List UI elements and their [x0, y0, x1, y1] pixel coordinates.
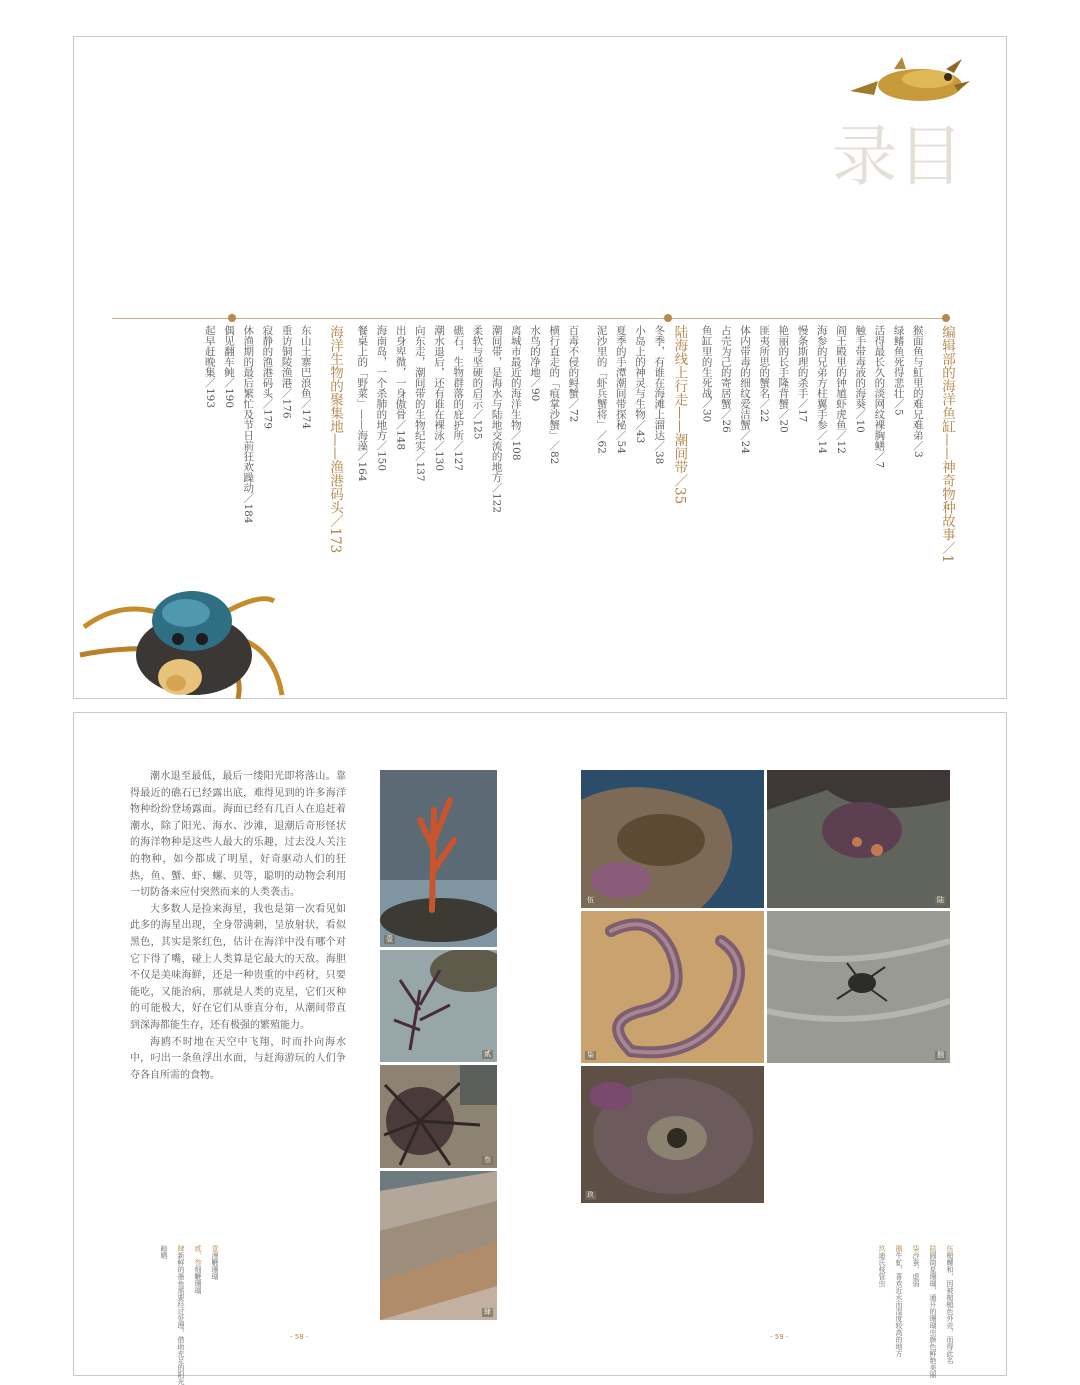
toc-entry: 鱼缸里的生死战／30 — [700, 325, 713, 423]
toc-entry: 海参的兄弟方柱翼手参／14 — [815, 325, 828, 454]
toc-entry: 冬季，有谁在海滩上溜达／38 — [653, 325, 666, 465]
toc-section-heading: 编辑部的海洋鱼缸——神奇物种故事／1 — [939, 325, 955, 564]
photo-feather-coral — [380, 1065, 497, 1168]
page-number-left: - 58 - — [290, 1333, 309, 1341]
toc-entry: 起早赶晚集／193 — [203, 325, 216, 409]
caption-text: 细鞭珊瑚 — [194, 1266, 202, 1294]
toc-entry: 猴面鱼与魟里的难兄难弟／3 — [911, 325, 924, 458]
photo-star-coral — [767, 770, 950, 908]
toc-entry: 休渔期的最后繁忙及节日前狂欢躁动／184 — [242, 325, 255, 524]
caption-number: 壹 — [211, 1245, 219, 1252]
toc-entry: 占壳为己的寄居蟹／26 — [719, 325, 732, 433]
photo-tag: 玖 — [587, 1191, 594, 1199]
boxfish-illustration — [850, 55, 970, 111]
article-paragraph: 大多数人是捡来海星，我也是第一次看见如此多的海星出现，全身带满刺，呈放射状，看似黑色，其实是浆红色，估计在海洋中没有哪个对它下得了嘴，碰上人类算是它最大的天敌。海胆不仅是美味海鲜，还是一种贵重的中药材，只要能吃，又能治病，那就是人类的克星，它们灭种的可能极大，好在它们从垂直分布，从潮间带直到深海都能生存，还有极强的繁殖能力。 — [130, 903, 346, 1031]
photo-caption — [910, 1245, 921, 1287]
photo-caption — [158, 1245, 169, 1259]
photo-tag: 肆 — [484, 1308, 491, 1316]
photo-tag: 陆 — [937, 896, 944, 904]
toc-entry: 离城市最近的海洋生物／108 — [509, 325, 522, 461]
caption-number: 伍 — [946, 1245, 954, 1252]
photo-caption — [927, 1245, 938, 1378]
toc-rule — [112, 318, 948, 319]
article-spread — [73, 712, 1007, 1385]
photo-tag: 壹 — [386, 935, 393, 943]
toc-entry: 艳丽的长手隆背蟹／20 — [777, 325, 790, 433]
toc-entry: 匪夷所思的蟹名／22 — [758, 325, 771, 423]
toc-section-heading: 陆海线上行走——潮间带／35 — [671, 325, 688, 505]
toc-section-heading: 海洋生物的聚集地——渔港码头／173 — [327, 325, 343, 554]
article-paragraph: 海鸥不时地在天空中飞翔，时而扑向海水中，叼出一条鱼浮出水面，与赶海游玩的人们争夺各自所需的食物。 — [130, 1036, 346, 1081]
caption-number: 贰、叁 — [194, 1245, 202, 1266]
toc-entry: 餐桌上的「野菜」——海藻／164 — [356, 325, 369, 482]
toc-entry: 阎王殿里的钟馗虾虎鱼／12 — [835, 325, 847, 454]
photo-snails-rock — [581, 770, 764, 908]
caption-number: 玖 — [878, 1245, 886, 1252]
caption-text: 迪氏枝管虫 — [878, 1252, 886, 1287]
photo-red-coral — [380, 770, 497, 947]
toc-title-char-1: 目 — [886, 121, 963, 187]
photo-caption — [876, 1245, 887, 1287]
photo-caption — [192, 1245, 203, 1294]
toc-entry: 活得最长久的淡网纹裸胸鳝／7 — [873, 325, 886, 469]
toc-entry: 横行直走的「痕掌沙蟹」／82 — [548, 325, 561, 465]
photo-tag: 贰 — [484, 1050, 491, 1058]
toc-entry: 潮水退后，还有谁在裸泳／130 — [433, 325, 445, 472]
toc-entry: 礁石，生物群落的庇护所／127 — [452, 325, 465, 472]
photo-tag: 捌 — [937, 1051, 944, 1059]
caption-number: 捌 — [895, 1245, 903, 1252]
caption-text: 漫鞭珊瑚 — [211, 1252, 219, 1280]
toc-entry: 重访铜陵渔港／176 — [280, 325, 293, 419]
toc-entry: 偶见翻车鲀／190 — [223, 325, 235, 409]
photo-caption — [175, 1245, 186, 1385]
article-body — [130, 769, 346, 1084]
toc-entry: 触手带毒液的海葵／10 — [854, 325, 867, 433]
caption-text: 圆筒星珊瑚，通开的珊瑚虫颜色鲜艳美丽 — [929, 1252, 937, 1378]
photo-drying-squid — [380, 1171, 497, 1320]
photo-insect-mud — [767, 911, 950, 1063]
caption-text: 晾晒 — [160, 1245, 168, 1259]
photo-sandworm — [581, 911, 764, 1063]
photo-caption — [209, 1245, 220, 1280]
toc-entry: 潮间带，是海水与陆地交流的地方／122 — [490, 325, 503, 514]
caption-text: 沙蚕，虚弱 — [912, 1252, 920, 1287]
photo-tag: 叁 — [484, 1156, 491, 1164]
photo-caption — [944, 1245, 955, 1364]
toc-entry: 体内带毒的细纹爱洁蟹／24 — [739, 325, 751, 454]
toc-entry: 出身卑微，一身傲骨／148 — [394, 325, 407, 451]
toc-entry: 水鸟的净地／90 — [529, 325, 541, 402]
caption-text: 槌螺和，因被槌槌色外壳，而得此名 — [946, 1252, 954, 1364]
section-dot — [228, 314, 236, 322]
toc-entry: 夏季的手潭潮间带探秘／54 — [614, 325, 627, 454]
caption-number: 肆 — [177, 1245, 185, 1252]
toc-entry: 东山土寨巴浪鱼／174 — [299, 325, 312, 430]
toc-entry: 绿鳍鱼死得悲壮／5 — [892, 325, 905, 416]
photo-tag: 伍 — [587, 896, 594, 904]
caption-number: 陆 — [929, 1245, 937, 1252]
toc-entry: 慢条斯理的杀手／17 — [796, 325, 809, 423]
toc-entry: 小岛上的神灵与生物／43 — [634, 325, 646, 444]
toc-page — [73, 36, 1007, 699]
caption-text: 新鲜的墨鱼需要经过处理，借助充足的阳光 — [177, 1252, 185, 1385]
crab-illustration — [74, 577, 294, 699]
toc-entry: 海南岛，一个杀肺的地方／150 — [375, 325, 388, 472]
toc-entry: 寂静的渔港码头／179 — [261, 325, 274, 430]
article-paragraph: 潮水退至最低，最后一缕阳光即将落山。靠得最近的礁石已经露出底，难得见到的许多海洋物种纷纷登场露面。海面已经有几百人在追赶着潮水，除了阳光、海水、沙滩，退潮后奇形怪状的海洋物种是这些人最大的乐趣，过去没人关注的物种，如今都成了明星，好奇驱动人们的狂热，鱼、蟹、虾、螺、贝等，聪明的动物会利用一切防备来应付突然而来的人类袭击。 — [130, 771, 346, 899]
section-dot — [664, 314, 672, 322]
toc-entry: 向东走，潮间带的生物纪实／137 — [413, 325, 426, 482]
toc-entry: 柔软与坚硬的启示／125 — [471, 325, 484, 440]
toc-entry: 百毒不侵的鲟蟹／72 — [567, 325, 580, 423]
photo-caption — [893, 1245, 904, 1357]
page-number-right: - 59 - — [770, 1333, 789, 1341]
toc-title-char-2: 录 — [820, 121, 897, 187]
toc-title — [820, 121, 963, 187]
photo-dark-coral — [380, 950, 497, 1062]
photo-tube-worm — [581, 1066, 764, 1203]
photo-tag: 柒 — [587, 1051, 594, 1059]
toc-entry: 泥沙里的「虾兵蟹将」／62 — [595, 325, 608, 454]
caption-number: 柒 — [912, 1245, 920, 1252]
caption-text: 牛虻，喜欢近水而湿度较高的地方 — [895, 1252, 903, 1357]
section-dot — [942, 314, 950, 322]
